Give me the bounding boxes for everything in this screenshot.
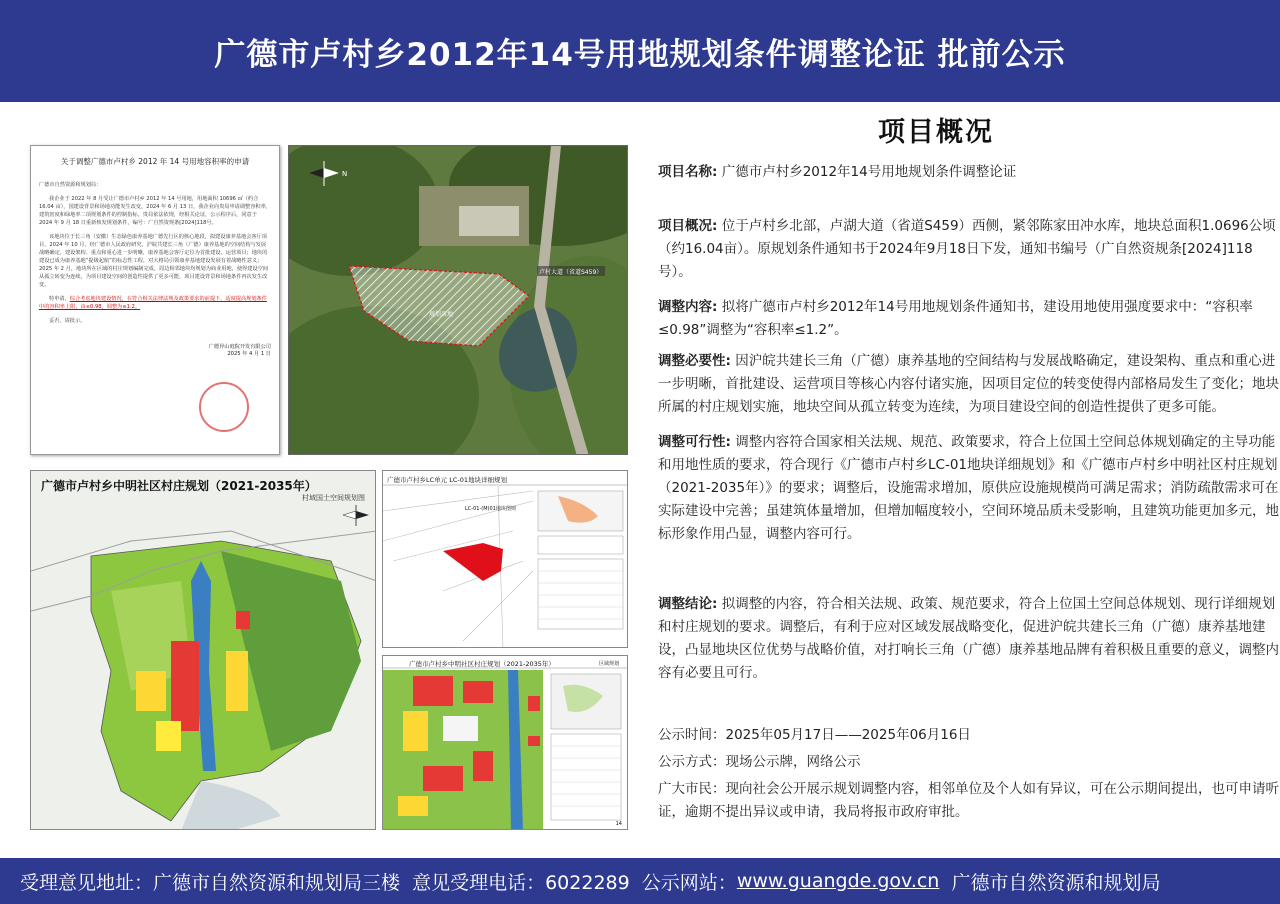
detail-plan-subtitle: LC-01-(M)01地块图则 xyxy=(465,506,516,512)
adjust-content: 调整内容: 拟将广德市卢村乡2012年14号用地规划条件通知书，建设用地使用强度要求中：“容积率≤0.98”调整为“容积率≤1.2”。 xyxy=(658,299,1253,338)
letter-request-lead: 特申请， xyxy=(49,296,70,302)
letter-signature: 广德异山庭院开发有限公司 xyxy=(208,344,271,350)
site-label: 规划用地 xyxy=(429,311,454,318)
letter-closing: 妥否，请批示。 xyxy=(49,318,86,324)
notice-public: 广大市民：现向社会公开展示规划调整内容，相邻单位及个人如有异议，可在公示期间提出，也可申请听证，逾期不提出异议或申请，我局将报市政府审批。 xyxy=(658,781,1279,820)
detail-plan-image xyxy=(383,471,628,648)
header-banner xyxy=(0,0,1280,102)
company-seal xyxy=(199,382,249,432)
village-plan-detail-image xyxy=(383,656,628,830)
svg-text:N: N xyxy=(342,170,348,178)
village-plan-title: 广德市卢村乡中明社区村庄规划（2021-2035年） xyxy=(41,479,317,493)
project-name: 项目名称: 广德市卢村乡2012年14号用地规划条件调整论证 xyxy=(658,164,1017,180)
page-title: 广德市卢村乡2012年14号用地规划条件调整论证 批前公示 xyxy=(214,36,1066,73)
notice-method: 公示方式：现场公示牌，网络公示 xyxy=(658,754,861,770)
letter-title: 关于调整广德市卢村乡 2012 年 14 号用地容积率的申请 xyxy=(60,157,250,166)
application-letter xyxy=(30,145,280,455)
village-plan-detail-map xyxy=(382,655,628,830)
footer-org: 广德市自然资源和规划局 xyxy=(939,871,1161,894)
footer-site-link[interactable]: www.guangde.gov.cn xyxy=(736,870,940,892)
overview-heading: 项目概况 xyxy=(878,117,994,148)
letter-request-highlight: 综合考虑地块建设情况，在符合相关法律法规及政策要求的前提下，适度提高规划条件中的容积率上限，由≤0.98，调整为≤1.2。 xyxy=(39,296,267,310)
detail-plan-map xyxy=(382,470,628,648)
village-plan-detail-legend: 区域规划 xyxy=(598,661,619,667)
notice-time: 公示时间：2025年05月17日——2025年06月16日 xyxy=(658,727,971,743)
letter-date: 2025 年 4 月 1 日 xyxy=(227,351,271,357)
village-plan-subtitle: 村域国土空间规划图 xyxy=(302,494,365,502)
letter-paragraph-2: 该地块位于长三角（安徽）生态绿色康养基地广德先行区的核心地段，拟建设康养基地会客厅项目，2024 年 10 月，经广德市人民政府研究，沪皖共建长三角（广德）康养基地的空间结构与发展战略确定，建设架构、重点和重心进一步明晰，康养基地会客厅定位为首批建设、运营项目；地块的建设已成为康养基地“提级起航”的标志性工程，对大格局引领康养基地建设发展有着战略性意义；2025 年 2 月，地块所在区域的村庄规划编制完成，周边相邻地块均规划为商业用地，使得建设空间从孤立转变为连续，为项目建设空间的创造性提供了更多可能，项目建设背景和场地条件再次发生改变。 xyxy=(39,234,268,288)
project-summary: 项目概况: 位于卢村乡北部，卢湖大道（省道S459）西侧，紧邻陈家田冲水库，地块总面积1.0696公顷（约16.04亩）。原规划条件通知书于2024年9月18日下发，通知书编号（广自然资规条[2024]118号）。 xyxy=(658,218,1276,280)
footer-site-label: 公示网站： xyxy=(641,871,737,894)
road-label: 卢村大道（省道S459） xyxy=(539,269,603,276)
village-plan-detail-title: 广德市卢村乡中明社区村庄规划（2021-2035年） xyxy=(409,660,555,668)
adjust-feasibility: 调整可行性: 调整内容符合国家相关法规、规范、政策要求，符合上位国土空间总体规划确定的主导功能和用地性质的要求，符合现行《广德市卢村乡LC-01地块详细规划》和《广德市卢村乡中明社区村庄规划（2021-2035年）》的要求；调整后，设施需求增加，原供应设施规模尚可满足需求；消防疏散需求可在实际建设中完善；虽建筑体量增加，但增加幅度较小，空间环境品质未受影响，且建筑功能更加多元，地标形象作用凸显，调整内容可行。 xyxy=(658,434,1279,542)
adjust-conclusion: 调整结论: 拟调整的内容，符合相关法规、政策、规范要求，符合上位国土空间总体规划、现行详细规划和村庄规划的要求。调整后，有利于应对区域发展战略变化，促进沪皖共建长三角（广德）康养基地建设，凸显地块区位优势与战略价值，对打响长三角（广德）康养基地品牌有着积极且重要的意义，调整内容有必要且可行。 xyxy=(658,596,1279,681)
aerial-photo xyxy=(288,145,628,455)
village-plan-image xyxy=(31,471,376,830)
footer-address: 受理意见地址：广德市自然资源和规划局三楼 xyxy=(20,871,413,894)
detail-plan-title: 广德市卢村乡LC单元 LC-01地块详细规划 xyxy=(387,476,508,484)
letter-paragraph-3 xyxy=(39,295,271,311)
footer-banner xyxy=(0,858,1280,904)
page-number: 14 xyxy=(615,821,622,827)
village-plan-map xyxy=(30,470,376,830)
letter-salutation: 广德市自然资源和规划局： xyxy=(39,182,102,188)
letter-paragraph-1: 我企业于 2022 年 8 月受让广德市卢村乡 2012 年 14 号用地，用地面积 10696 ㎡（约合 16.04 亩），国建设背景和场地功能发生改变，2024 年 6 月 13 日，我企业向贵局申请调整容积率，建筑密度和绿地率二项规划条件的控制指标，贵局依法依规，经相关论证，公示程序后，同意于 2024 年 9 月 18 日重新核发规划条件，编号：广自然资规条[2024]118号。 xyxy=(39,196,271,226)
footer-phone: 意见受理电话：6022289 xyxy=(412,871,642,894)
adjust-necessity: 调整必要性: 因沪皖共建长三角（广德）康养基地的空间结构与发展战略确定，建设架构、重点和重心进一步明晰，首批建设、运营项目等核心内容付诸实施，因项目定位的转变使得内部格局发生了变化；地块所属的村庄规划实施，地块空间从孤立转变为连续，为项目建设空间的创造性提供了更多可能。 xyxy=(658,353,1279,415)
aerial-image xyxy=(289,146,628,455)
